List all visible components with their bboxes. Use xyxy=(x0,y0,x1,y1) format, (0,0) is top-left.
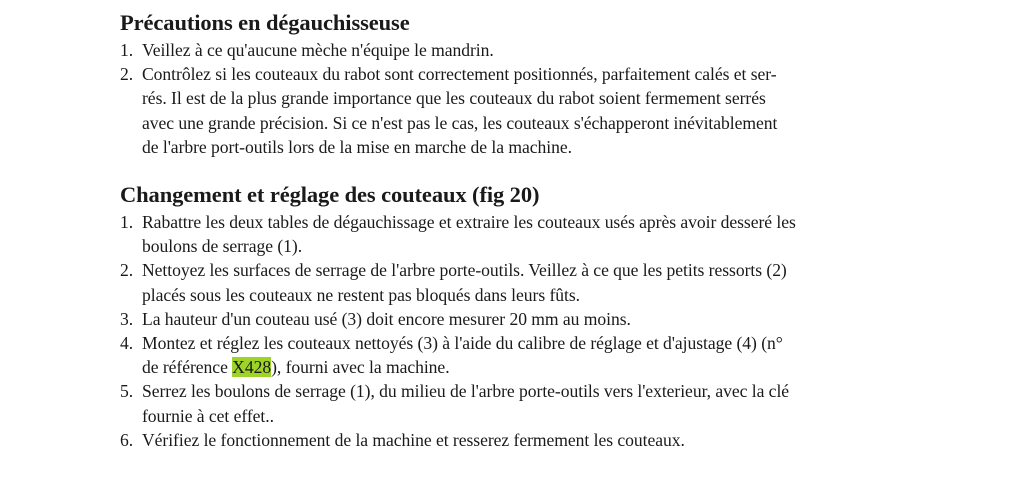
instruction-list xyxy=(120,210,920,452)
section-knife-change xyxy=(120,180,920,452)
text-line: Nettoyez les surfaces de serrage de l'arbre porte-outils. Veillez à ce que les petits ressorts (2) xyxy=(142,260,787,281)
section-precautions xyxy=(120,8,920,159)
text-line: placés sous les couteaux ne restent pas bloqués dans leurs fûts. xyxy=(142,284,581,305)
item-text xyxy=(142,379,920,427)
text-line: fournie à cet effet.. xyxy=(142,405,274,426)
text-line: Serrez les boulons de serrage (1), du milieu de l'arbre porte-outils vers l'exterieur, avec la clé xyxy=(142,381,790,402)
item-text xyxy=(142,307,920,331)
item-number: 1. xyxy=(120,212,134,232)
list-item xyxy=(120,38,920,62)
item-text xyxy=(142,38,920,62)
item-text xyxy=(142,62,920,159)
list-item xyxy=(120,62,920,159)
item-number: 4. xyxy=(120,333,134,354)
ref-suffix: ), fourni avec la machine. xyxy=(271,357,450,378)
section-heading: Changement et réglage des couteaux (fig 20) xyxy=(120,182,540,207)
instruction-list xyxy=(120,38,920,159)
item-number: 5. xyxy=(120,381,134,402)
section-heading: Précautions en dégauchisseuse xyxy=(120,10,410,35)
list-item xyxy=(120,428,920,452)
text-line: rés. Il est de la plus grande importance que les couteaux du rabot soient fermement serrés xyxy=(142,88,766,109)
text-line: Vérifiez le fonctionnement de la machine et resserez fermement les couteaux. xyxy=(142,429,685,450)
text-line: avec une grande précision. Si ce n'est pas le cas, les couteaux s'échapperont inévitablement xyxy=(142,112,778,133)
reference-line xyxy=(142,355,920,379)
list-item xyxy=(120,307,920,331)
item-number: 1. xyxy=(120,40,134,60)
item-number: 2. xyxy=(120,64,134,85)
text-line: La hauteur d'un couteau usé (3) doit encore mesurer 20 mm au moins. xyxy=(142,308,631,329)
item-text xyxy=(142,331,920,379)
item-text xyxy=(142,210,920,258)
text-line: Montez et réglez les couteaux nettoyés (3) à l'aide du calibre de réglage et d'ajustage (4) (n° xyxy=(142,333,783,354)
item-text xyxy=(142,258,920,306)
item-number: 6. xyxy=(120,429,134,450)
list-item xyxy=(120,210,920,258)
text-line: Veillez à ce qu'aucune mèche n'équipe le mandrin. xyxy=(142,40,494,60)
reference-code-highlight: X428 xyxy=(232,357,272,378)
text-line: Contrôlez si les couteaux du rabot sont correctement positionnés, parfaitement calés et ser- xyxy=(142,64,777,85)
item-number: 3. xyxy=(120,308,134,329)
text-line: Rabattre les deux tables de dégauchissage et extraire les couteaux usés après avoir desseré les xyxy=(142,212,796,232)
list-item xyxy=(120,379,920,427)
item-number: 2. xyxy=(120,260,134,281)
text-line: de l'arbre port-outils lors de la mise en marche de la machine. xyxy=(142,136,572,157)
item-text xyxy=(142,428,920,452)
text-line: boulons de serrage (1). xyxy=(142,236,303,257)
ref-prefix: de référence xyxy=(142,357,233,378)
list-item xyxy=(120,331,920,379)
list-item xyxy=(120,258,920,306)
